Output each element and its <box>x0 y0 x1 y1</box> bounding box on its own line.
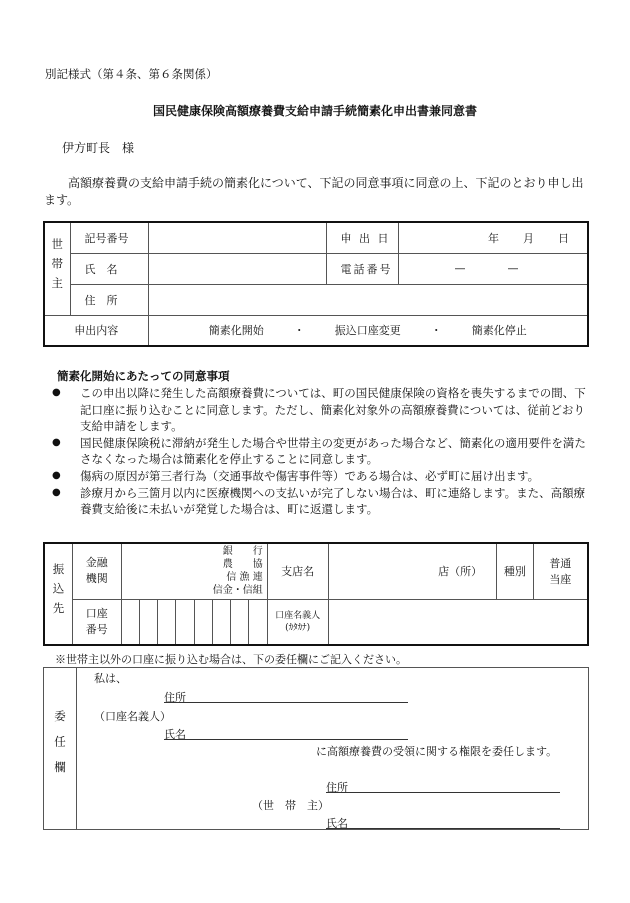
account-digit-box[interactable] <box>231 599 249 645</box>
account-digit-box[interactable] <box>194 599 212 645</box>
form-reference: 別記様式（第４条、第６条関係） <box>45 67 218 81</box>
content-label: 申出内容 <box>44 315 148 346</box>
day-label: 日 <box>558 231 569 245</box>
option-change-account[interactable]: 振込口座変更 <box>334 324 401 338</box>
name-field[interactable] <box>148 253 326 284</box>
householder-address-line[interactable] <box>326 792 560 793</box>
account-holder-field[interactable] <box>328 599 588 645</box>
proxy-account-holder: （口座名義人） <box>94 710 171 723</box>
consent-list <box>52 385 592 518</box>
date-label: 申 出 日 <box>326 222 398 253</box>
address-field[interactable] <box>148 284 588 315</box>
account-type-label: 種別 <box>497 543 534 599</box>
form-title: 国民健康保険高額療養費支給申請手続簡素化申出書兼同意書 <box>152 104 477 118</box>
date-field[interactable] <box>398 222 588 253</box>
proxy-address-line[interactable] <box>164 702 408 703</box>
branch-field[interactable]: 店（所） <box>328 543 496 599</box>
proxy-address-label: 住所 <box>164 691 186 704</box>
phone-field[interactable] <box>398 253 588 284</box>
account-digit-box[interactable] <box>176 599 194 645</box>
record-no-field[interactable] <box>148 222 326 253</box>
institution-label: 金融機関 <box>72 543 121 599</box>
account-digit-box[interactable] <box>249 599 267 645</box>
option-start-simplification[interactable]: 簡素化開始 <box>208 324 264 338</box>
proxy-delegation-text: に高額療養費の受領に関する権限を委任します。 <box>316 745 558 758</box>
account-digit-box[interactable] <box>121 599 139 645</box>
householder-label: （世 帯 主） <box>252 799 329 812</box>
phone-separator: — <box>507 262 519 275</box>
bullet-icon: ● <box>52 486 61 498</box>
bullet-icon: ● <box>52 469 61 481</box>
proxy-note: ※世帯主以外の口座に振り込む場合は、下の委任欄にご記入ください。 <box>55 653 407 666</box>
account-digit-box[interactable] <box>212 599 230 645</box>
proxy-section-label: 委任欄 <box>44 668 77 829</box>
proxy-name-line[interactable] <box>164 739 408 740</box>
consent-item: ● 傷病の原因が第三者行為（交通事故や傷害事件等）である場合は、必ず町に届け出ます。 <box>52 468 540 483</box>
institution-name-field[interactable]: 銀 行 農 協 信 漁 連 信金・信組 <box>121 543 267 599</box>
record-no-label: 記号番号 <box>70 222 148 253</box>
addressee: 伊方町長 様 <box>62 141 135 155</box>
name-label: 氏 名 <box>70 253 148 284</box>
householder-name-line[interactable] <box>326 828 560 829</box>
proxy-section <box>43 667 589 830</box>
option-separator: ・ <box>293 324 305 338</box>
bank-account-table <box>43 542 589 646</box>
transfer-destination-label: 振込先 <box>44 543 72 645</box>
address-label: 住 所 <box>70 284 148 315</box>
proxy-name-label: 氏名 <box>164 728 186 741</box>
consent-item: ● 国民健康保険税に滞納が発生した場合や世帯主の変更があった場合など、簡素化の適用要件を満たさなくなった場合は簡素化を停止することに同意します。 <box>52 435 586 467</box>
option-separator: ・ <box>430 324 442 338</box>
phone-separator: — <box>454 262 466 275</box>
proxy-i-am: 私は、 <box>94 672 127 685</box>
bullet-icon: ● <box>52 387 61 398</box>
account-type-options[interactable]: 普通 当座 <box>533 543 588 599</box>
bullet-icon: ● <box>52 436 61 448</box>
applicant-table <box>43 221 589 347</box>
account-digit-box[interactable] <box>158 599 176 645</box>
consent-item: ● 診療月から三箇月以内に医療機関への支払いが完了しない場合は、町に連絡します。また、高額療養費支給後に未払いが発覚した場合は、町に返還します。 <box>52 485 586 517</box>
householder-address-label: 住所 <box>326 781 348 794</box>
consent-title: 簡素化開始にあたっての同意事項 <box>57 369 230 383</box>
account-number-label: 口座番号 <box>72 599 121 645</box>
account-holder-label: 口座名義人 (ｶﾀｶﾅ) <box>267 599 328 645</box>
phone-label: 電話番号 <box>326 253 398 284</box>
option-stop-simplification[interactable]: 簡素化停止 <box>471 324 527 338</box>
consent-item: ● この申出以降に発生した高額療養費については、町の国民健康保険の資格を喪失するまでの間、下記口座に振り込むことに同意します。ただし、簡素化対象外の高額療養費については、従前どおり支給申請をします。 <box>52 386 586 434</box>
month-label: 月 <box>523 231 534 245</box>
content-options <box>148 315 588 346</box>
householder-section-label: 世帯主 <box>44 222 70 315</box>
intro-text: 高額療養費の支給申請手続の簡素化について、下記の同意事項に同意の上、下記のとおり申し出ます。 <box>44 176 584 207</box>
account-digit-box[interactable] <box>139 599 157 645</box>
year-label: 年 <box>488 231 499 245</box>
householder-name-label: 氏名 <box>326 817 348 830</box>
branch-label: 支店名 <box>267 543 328 599</box>
